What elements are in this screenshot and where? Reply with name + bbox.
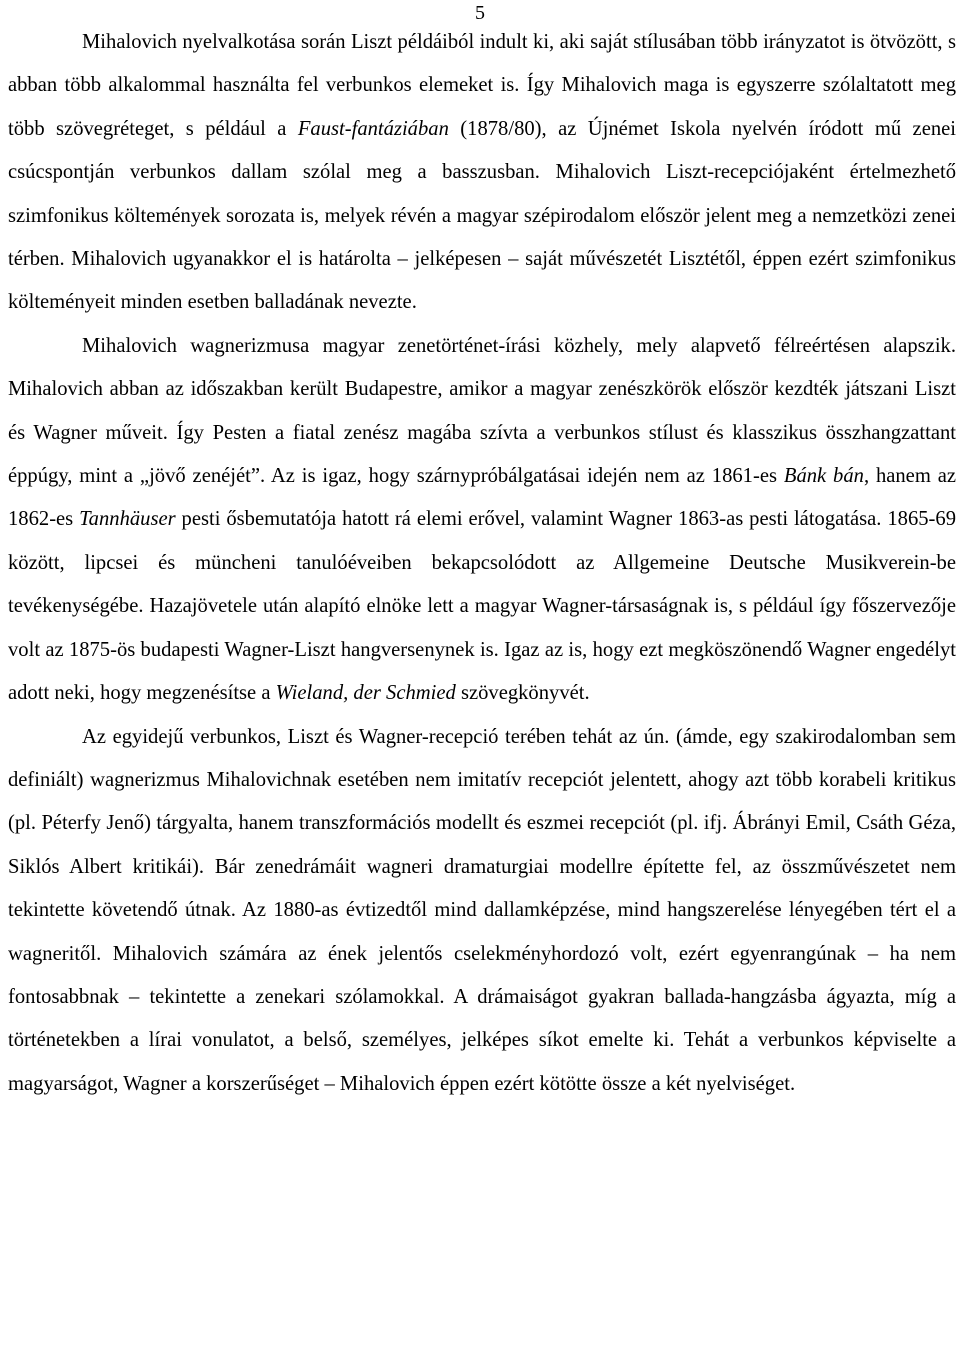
italic-title-run: Wieland, der Schmied	[275, 682, 456, 705]
italic-title-run: Bánk bán	[783, 465, 864, 488]
text-run: (1878/80), az Újnémet Iskola nyelvén íródott mű zenei csúcspontján verbunkos dallam szólal meg a basszusban. Mihalovich Liszt-recepciójaként értelmezhető szimfonikus költemények sorozata is, melyek révén a magyar szépirodalom először jelent meg a nemzetközi zenei térben. Mihalovich ugyanakkor el is határolta – jelképesen – saját művészetét Lisztétől, éppen ezért szimfonikus költeményeit minden esetben balladának nevezte.	[8, 117, 956, 314]
text-run: Az egyidejű verbunkos, Liszt és Wagner-recepció terében tehát az ún. (ámde, egy szakirodalomban sem definiált) wagnerizmus Mihalovichnak esetében nem imitatív recepciót jelentett, ahogy azt több korabeli kritikus (pl. Péterfy Jenő) tárgyalta, hanem transzformációs modellt és eszmei recepciót (pl. ifj. Ábrányi Emil, Csáth Géza, Siklós Albert kritikái). Bár zenedrámáit wagneri dramaturgiai modellre építette fel, az összművészetet nem tekintette követendő útnak. Az 1880-as évtizedtől mind dallamképzése, mind hangszerelése lényegében tért el a wagneritől. Mihalovich számára az ének jelentős cselekményhordozó volt, ezért egyenrangúnak – ha nem fontosabbnak – tekintette a zenekari szólamokkal. A drámaiságot gyakran ballada-hangzásba ágyazta, míg a történetekben a lírai vonulatot, a belső, személyes, jelképes síkot emelte ki. Tehát a verbunkos képviselte a magyarságot, Wagner a korszerűséget – Mihalovich éppen ezért kötötte össze a két nyelviséget.	[8, 725, 956, 1095]
page-number: 5	[475, 2, 485, 24]
paragraph-3	[8, 716, 956, 1107]
text-run: pesti ősbemutatója hatott rá elemi erővel, valamint Wagner 1863-as pesti látogatása. 1865-69 között, lipcsei és müncheni tanulóéveiben bekapcsolódott az Allgemeine Deutsche Musikverein-be tevékenységébe. Hazajövetele után alapító elnöke lett a magyar Wagner-társaságnak is, s például így főszervezője volt az 1875-ös budapesti Wagner-Liszt hangversenynek is. Igaz az is, hogy ezt megköszönendő Wagner engedélyt adott neki, hogy megzenésítse a	[8, 508, 956, 705]
text-run: Mihalovich wagnerizmusa magyar zenetörténet-írási közhely, mely alapvető félreértésen alapszik. Mihalovich abban az időszakban került Budapestre, amikor a magyar zenészkörök először kezdték játszani Liszt és Wagner műveit. Így Pesten a fiatal zenész magába szívta a verbunkos stílust és klasszikus összhangzattant éppúgy, mint a „jövő zenéjét”. Az is igaz, hogy szárnypróbálgatásai idején nem az 1861-es	[8, 334, 956, 488]
paragraph-2	[8, 325, 956, 716]
italic-title-run: Tannhäuser	[79, 508, 176, 531]
text-run: Mihalovich nyelvalkotása során Liszt példáiból indult ki, aki saját stílusában több irányzatot is ötvözött, s abban több alkalommal használta fel verbunkos elemeket is. Így Mihalovich maga is egyszerre szólaltatott meg több szövegréteget, s például a	[8, 31, 956, 140]
paragraph-1	[8, 21, 956, 325]
text-run: , hanem az 1862-es	[8, 465, 956, 531]
italic-title-run: Faust-fantáziában	[297, 117, 449, 140]
text-run: szövegkönyvét.	[455, 682, 590, 705]
body-text	[8, 21, 956, 1106]
